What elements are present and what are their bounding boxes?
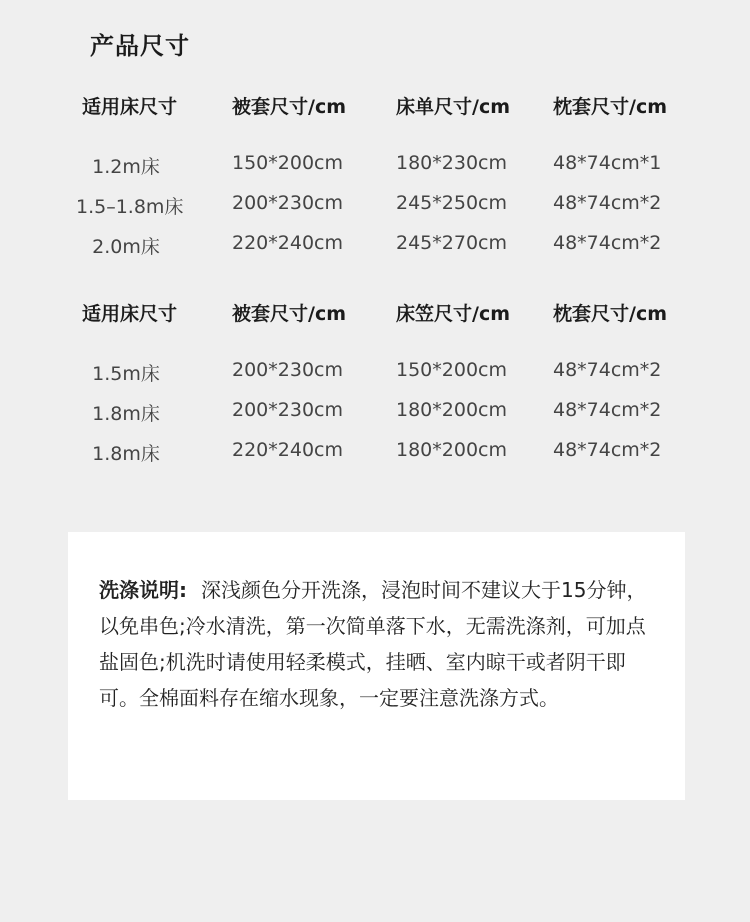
pillowcase-size-cell: 48*74cm*2: [553, 232, 662, 254]
sheet-size-cell: 245*250cm: [396, 192, 507, 214]
header-pillowcase-size: 枕套尺寸/cm: [553, 303, 668, 325]
bed-size-cell: 1.8m床: [92, 443, 160, 465]
bed-size-cell: 1.2m床: [92, 156, 160, 178]
header-duvet-size: 被套尺寸/cm: [232, 303, 347, 325]
pillowcase-size-cell: 48*74cm*1: [553, 152, 662, 174]
table-row: [0, 152, 750, 192]
header-sheet-size: 床单尺寸/cm: [396, 96, 511, 118]
bed-size-cell: 1.8m床: [92, 403, 160, 425]
care-instructions-text: [99, 572, 654, 716]
table-row: [0, 192, 750, 232]
header-bed-size: 适用床尺寸: [82, 96, 178, 118]
sheet-size-cell: 245*270cm: [396, 232, 507, 254]
header-fitted-sheet-size: 床笠尺寸/cm: [396, 303, 511, 325]
sheet-size-cell: 180*230cm: [396, 152, 507, 174]
size-table-bedsheet: [0, 92, 750, 272]
care-instructions-card: [68, 532, 685, 800]
care-instructions-label: 洗涤说明:: [99, 578, 187, 602]
pillowcase-size-cell: 48*74cm*2: [553, 359, 662, 381]
table-row: [0, 439, 750, 479]
duvet-size-cell: 200*230cm: [232, 399, 343, 421]
pillowcase-size-cell: 48*74cm*2: [553, 439, 662, 461]
size-table-fitted-sheet: [0, 299, 750, 479]
duvet-size-cell: 200*230cm: [232, 359, 343, 381]
pillowcase-size-cell: 48*74cm*2: [553, 192, 662, 214]
bed-size-cell: 1.5–1.8m床: [76, 196, 184, 218]
duvet-size-cell: 220*240cm: [232, 232, 343, 254]
duvet-size-cell: 220*240cm: [232, 439, 343, 461]
table-row: [0, 399, 750, 439]
header-pillowcase-size: 枕套尺寸/cm: [553, 96, 668, 118]
header-duvet-size: 被套尺寸/cm: [232, 96, 347, 118]
care-instructions-body: 深浅颜色分开洗涤，浸泡时间不建议大于15分钟，以免串色;冷水清洗，第一次简单落下水，无需洗涤剂，可加点盐固色;机洗时请使用轻柔模式，挂晒、室内晾干或者阴干即可。全棉面料存在缩水现象，一定要注意洗涤方式。: [99, 578, 647, 710]
fitted-sheet-size-cell: 150*200cm: [396, 359, 507, 381]
pillowcase-size-cell: 48*74cm*2: [553, 399, 662, 421]
fitted-sheet-size-cell: 180*200cm: [396, 399, 507, 421]
bed-size-cell: 1.5m床: [92, 363, 160, 385]
fitted-sheet-size-cell: 180*200cm: [396, 439, 507, 461]
bed-size-cell: 2.0m床: [92, 236, 160, 258]
table-row: [0, 232, 750, 272]
duvet-size-cell: 200*230cm: [232, 192, 343, 214]
table-row: [0, 359, 750, 399]
page-title: 产品尺寸: [90, 32, 190, 60]
header-bed-size: 适用床尺寸: [82, 303, 178, 325]
duvet-size-cell: 150*200cm: [232, 152, 343, 174]
table-header-row: [0, 92, 750, 144]
table-header-row: [0, 299, 750, 351]
